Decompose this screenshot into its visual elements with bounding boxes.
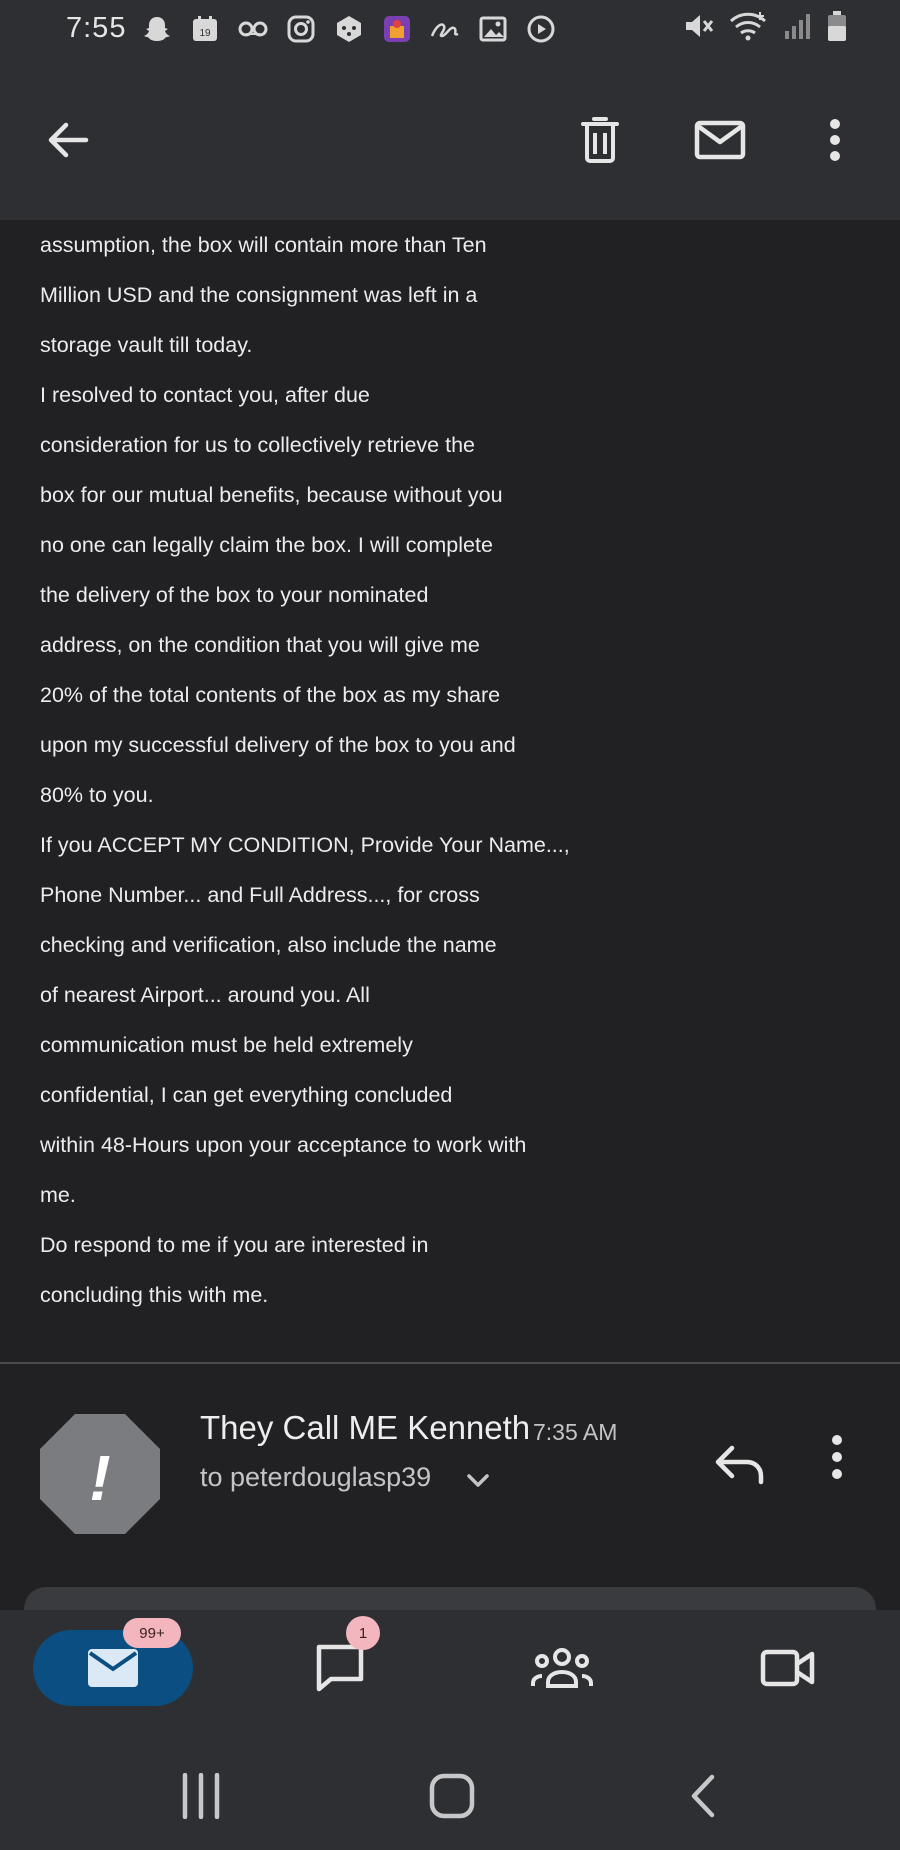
chevron-left-icon xyxy=(688,1773,718,1819)
message-line: concluding this with me. xyxy=(40,1283,269,1307)
back-button[interactable] xyxy=(38,110,98,170)
trash-icon xyxy=(580,116,620,164)
message-line: I resolved to contact you, after due xyxy=(40,383,370,407)
calendar-date: 19 xyxy=(199,28,211,39)
signature-app-icon xyxy=(428,12,462,46)
recipient-label[interactable]: to peterdouglasp39 xyxy=(200,1462,432,1492)
message-line: within 48-Hours upon your acceptance to work with xyxy=(40,1133,527,1157)
chat-badge: 1 xyxy=(346,1616,380,1650)
gallery-icon xyxy=(476,12,510,46)
status-time: 7:55 xyxy=(66,12,127,44)
people-group-icon xyxy=(530,1644,594,1692)
signal-icon xyxy=(782,11,812,46)
system-back-button[interactable] xyxy=(668,1766,738,1826)
avatar-glyph: ! xyxy=(89,1442,111,1514)
envelope-icon xyxy=(694,120,746,160)
message-header[interactable] xyxy=(0,1364,900,1604)
recent-apps-button[interactable] xyxy=(166,1766,236,1826)
message-more-button[interactable] xyxy=(830,1434,860,1494)
mark-unread-button[interactable] xyxy=(688,110,752,170)
message-body xyxy=(40,220,600,1320)
calendar-icon xyxy=(188,12,222,46)
message-line: assumption, the box will contain more than Ten xyxy=(40,233,487,257)
nav-chat[interactable] xyxy=(300,1624,380,1706)
chevron-down-icon[interactable] xyxy=(466,1472,490,1495)
mail-badge: 99+ xyxy=(123,1618,181,1648)
message-line: Million USD and the consignment was left in a xyxy=(40,283,478,307)
vertical-dots-icon xyxy=(828,118,842,162)
system-nav-bar xyxy=(0,1742,900,1850)
wifi-icon xyxy=(728,10,768,47)
message-time: 7:35 AM xyxy=(533,1419,618,1445)
message-line: communication must be held extremely xyxy=(40,1033,413,1057)
video-camera-icon xyxy=(760,1646,816,1690)
warning-octagon-icon xyxy=(40,1414,160,1534)
recent-apps-icon xyxy=(179,1773,223,1819)
system-status-icons xyxy=(682,10,848,47)
nav-meet[interactable] xyxy=(746,1630,830,1706)
mute-icon xyxy=(682,10,714,47)
nav-mail[interactable] xyxy=(33,1624,193,1706)
message-line: Do respond to me if you are interested in xyxy=(40,1233,429,1257)
message-line: checking and verification, also include the name xyxy=(40,933,497,957)
message-line: box for our mutual benefits, because without you xyxy=(40,483,503,507)
vertical-dots-icon xyxy=(830,1434,844,1480)
play-icon xyxy=(524,12,558,46)
battery-icon xyxy=(826,10,848,47)
home-icon xyxy=(428,1772,476,1820)
bottom-nav xyxy=(0,1610,900,1742)
message-line: storage vault till today. xyxy=(40,333,253,357)
arrow-left-icon xyxy=(46,120,90,160)
nav-spaces[interactable] xyxy=(520,1630,604,1706)
game-app-icon xyxy=(380,12,414,46)
sender-name: They Call ME Kenneth xyxy=(200,1409,531,1446)
dice-icon xyxy=(332,12,366,46)
voicemail-icon xyxy=(236,12,270,46)
avatar[interactable] xyxy=(40,1414,160,1534)
app-bar xyxy=(0,60,900,220)
message-line: no one can legally claim the box. I will complete xyxy=(40,533,493,557)
message-line: me. xyxy=(40,1183,76,1207)
message-line: 80% to you. xyxy=(40,783,154,807)
notification-icons xyxy=(140,12,558,46)
message-line: 20% of the total contents of the box as my share xyxy=(40,683,501,707)
message-line: upon my successful delivery of the box to you and xyxy=(40,733,516,757)
message-line: Phone Number... and Full Address..., for cross xyxy=(40,883,480,907)
reply-icon xyxy=(712,1440,768,1490)
reply-button[interactable] xyxy=(712,1440,768,1490)
mail-icon xyxy=(87,1648,139,1688)
chat-icon xyxy=(314,1642,366,1694)
message-line: consideration for us to collectively retrieve the xyxy=(40,433,475,457)
message-line: of nearest Airport... around you. All xyxy=(40,983,370,1007)
more-options-button[interactable] xyxy=(810,110,860,170)
message-line: If you ACCEPT MY CONDITION, Provide Your Name..., xyxy=(40,833,570,857)
message-line: confidential, I can get everything concluded xyxy=(40,1083,453,1107)
status-bar xyxy=(0,0,900,60)
message-line: the delivery of the box to your nominated xyxy=(40,583,429,607)
instagram-icon xyxy=(284,12,318,46)
home-button[interactable] xyxy=(417,1766,487,1826)
delete-button[interactable] xyxy=(570,110,630,170)
snapchat-icon xyxy=(140,12,174,46)
message-line: address, on the condition that you will give me xyxy=(40,633,480,657)
